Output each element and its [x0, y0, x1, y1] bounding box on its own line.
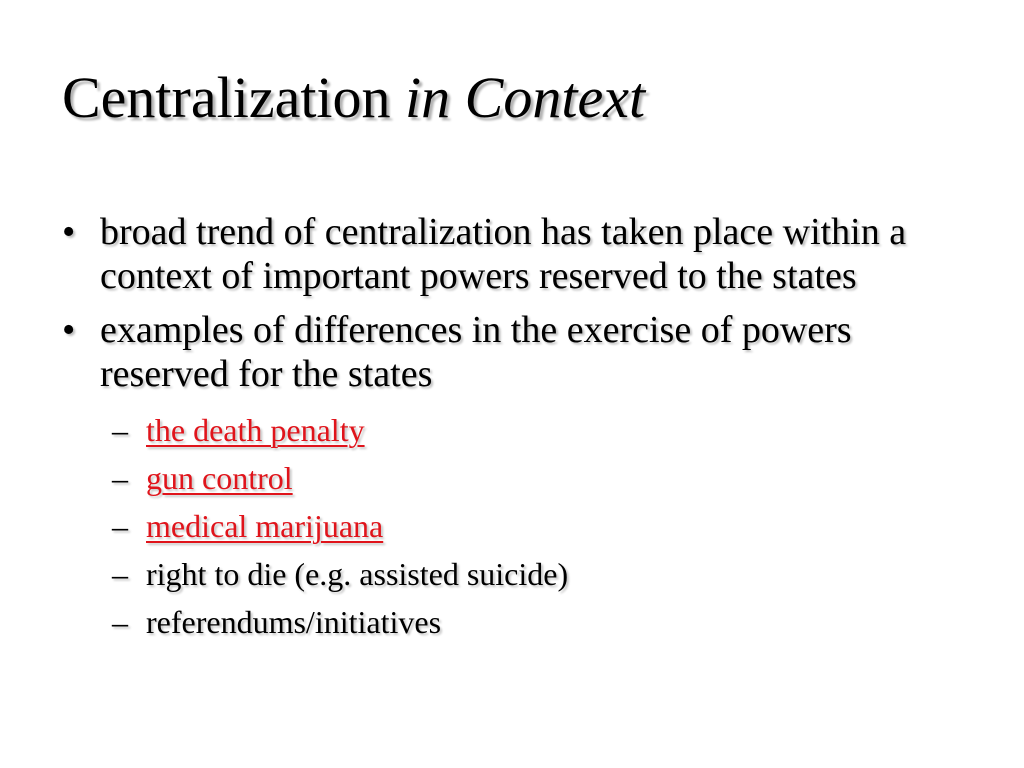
sub-text-referendums: referendums/initiatives — [146, 604, 442, 640]
link-gun-control[interactable]: gun control — [146, 460, 293, 496]
sub-item — [112, 454, 982, 502]
bullet-mark: • — [62, 309, 76, 351]
link-death-penalty[interactable]: the death penalty — [146, 412, 365, 448]
sub-dash: – — [112, 508, 128, 544]
sub-item — [112, 550, 982, 598]
slide-title — [62, 62, 645, 134]
sub-item — [112, 598, 982, 646]
sub-dash: – — [112, 604, 128, 640]
bullet-item — [62, 210, 982, 298]
sub-dash: – — [112, 460, 128, 496]
title-main: Centralization — [62, 65, 391, 130]
sub-list — [62, 406, 982, 646]
bullet-text: broad trend of centralization has taken place within a context of important powers reserved to the states — [100, 211, 907, 297]
title-italic: in Context — [405, 65, 646, 130]
slide-body — [62, 210, 982, 646]
sub-item — [112, 406, 982, 454]
bullet-text: examples of differences in the exercise of powers reserved for the states — [100, 309, 852, 395]
link-medical-marijuana[interactable]: medical marijuana — [146, 508, 384, 544]
sub-item — [112, 502, 982, 550]
sub-dash: – — [112, 412, 128, 448]
bullet-mark: • — [62, 211, 76, 253]
sub-dash: – — [112, 556, 128, 592]
sub-text-right-to-die: right to die (e.g. assisted suicide) — [146, 556, 569, 592]
bullet-item — [62, 308, 982, 396]
